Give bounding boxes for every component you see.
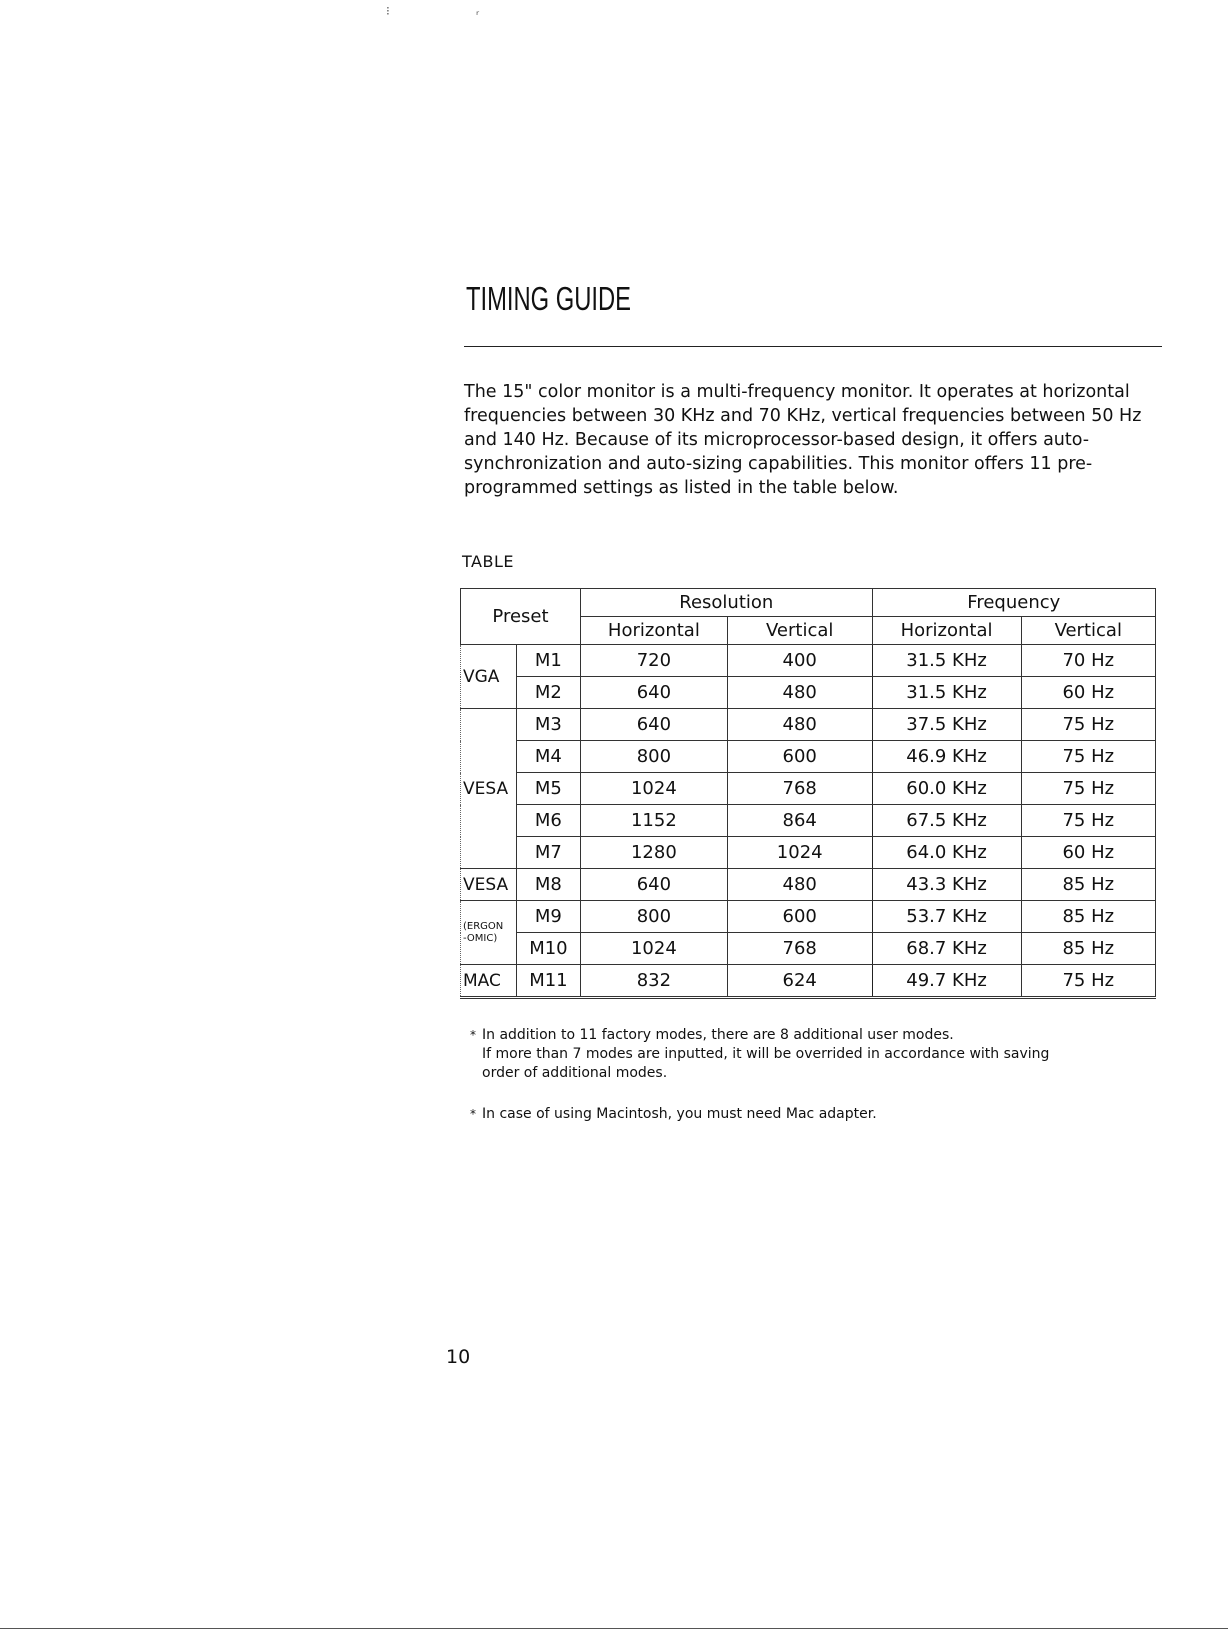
bullet-icon: * xyxy=(470,1107,476,1121)
group-vesa: VESA xyxy=(461,709,517,869)
resolution-vertical-cell: 1024 xyxy=(727,837,872,869)
frequency-horizontal-cell: 37.5 KHz xyxy=(872,709,1021,741)
footnote-line: In case of using Macintosh, you must need Mac adapter. xyxy=(482,1106,877,1122)
frequency-horizontal-cell: 31.5 KHz xyxy=(872,645,1021,677)
frequency-vertical-cell: 75 Hz xyxy=(1021,741,1155,773)
timing-table xyxy=(460,588,1156,999)
mode-cell: M4 xyxy=(516,741,580,773)
preset-header: Preset xyxy=(461,589,581,645)
resolution-horizontal-cell: 1024 xyxy=(580,933,727,965)
frequency-vertical-cell: 75 Hz xyxy=(1021,709,1155,741)
resolution-horizontal-cell: 800 xyxy=(580,901,727,933)
table-row xyxy=(461,709,1156,741)
resolution-vertical-cell: 480 xyxy=(727,869,872,901)
footnote-user-modes xyxy=(470,1026,1160,1083)
resolution-vertical-cell: 864 xyxy=(727,805,872,837)
resolution-vertical-cell: 600 xyxy=(727,901,872,933)
table-row xyxy=(461,677,1156,709)
mode-cell: M8 xyxy=(516,869,580,901)
frequency-vertical-cell: 85 Hz xyxy=(1021,933,1155,965)
resolution-vertical-cell: 624 xyxy=(727,965,872,998)
resolution-vertical-cell: 600 xyxy=(727,741,872,773)
bullet-icon: * xyxy=(470,1028,476,1042)
mode-cell: M6 xyxy=(516,805,580,837)
frequency-horizontal-header: Horizontal xyxy=(872,617,1021,645)
frequency-vertical-cell: 60 Hz xyxy=(1021,837,1155,869)
page-title: TIMING GUIDE xyxy=(466,280,632,317)
page-number: 10 xyxy=(446,1346,471,1368)
frequency-horizontal-cell: 43.3 KHz xyxy=(872,869,1021,901)
resolution-vertical-cell: 768 xyxy=(727,933,872,965)
frequency-vertical-cell: 75 Hz xyxy=(1021,965,1155,998)
table-row xyxy=(461,869,1156,901)
group-mac: MAC xyxy=(461,965,517,998)
mode-cell: M2 xyxy=(516,677,580,709)
title-rule xyxy=(464,346,1162,347)
resolution-vertical-cell: 480 xyxy=(727,709,872,741)
table-row xyxy=(461,901,1156,933)
mode-cell: M10 xyxy=(516,933,580,965)
table-label: TABLE xyxy=(462,552,514,571)
frequency-vertical-cell: 60 Hz xyxy=(1021,677,1155,709)
mode-cell: M5 xyxy=(516,773,580,805)
frequency-header: Frequency xyxy=(872,589,1155,617)
frequency-horizontal-cell: 68.7 KHz xyxy=(872,933,1021,965)
frequency-vertical-header: Vertical xyxy=(1021,617,1155,645)
frequency-horizontal-cell: 53.7 KHz xyxy=(872,901,1021,933)
resolution-horizontal-cell: 720 xyxy=(580,645,727,677)
group-ergonomic xyxy=(461,901,517,965)
footnote-line: In addition to 11 factory modes, there are 8 additional user modes. xyxy=(482,1027,954,1043)
mode-cell: M7 xyxy=(516,837,580,869)
resolution-horizontal-cell: 1024 xyxy=(580,773,727,805)
resolution-horizontal-header: Horizontal xyxy=(580,617,727,645)
footnote-line: If more than 7 modes are inputted, it will be overrided in accordance with saving xyxy=(482,1046,1050,1062)
resolution-vertical-cell: 768 xyxy=(727,773,872,805)
mode-cell: M9 xyxy=(516,901,580,933)
scan-speck: ʳ xyxy=(476,8,480,22)
table-row xyxy=(461,805,1156,837)
frequency-horizontal-cell: 49.7 KHz xyxy=(872,965,1021,998)
group-vga: VGA xyxy=(461,645,517,709)
resolution-horizontal-cell: 640 xyxy=(580,677,727,709)
resolution-horizontal-cell: 1280 xyxy=(580,837,727,869)
frequency-vertical-cell: 70 Hz xyxy=(1021,645,1155,677)
resolution-horizontal-cell: 640 xyxy=(580,869,727,901)
mode-cell: M11 xyxy=(516,965,580,998)
frequency-vertical-cell: 75 Hz xyxy=(1021,773,1155,805)
footnote-line: order of additional modes. xyxy=(482,1065,668,1081)
frequency-horizontal-cell: 64.0 KHz xyxy=(872,837,1021,869)
intro-paragraph: The 15" color monitor is a multi-frequency monitor. It operates at horizontal frequencies between 30 KHz and 70 KHz, vertical frequencies between 50 Hz and 140 Hz. Because of its microprocessor-based design, it offers auto-synchronization and auto-sizing capabilities. This monitor offers 11 pre-programmed settings as listed in the table below. xyxy=(464,382,1142,498)
bottom-rule xyxy=(0,1628,1228,1629)
resolution-horizontal-cell: 1152 xyxy=(580,805,727,837)
frequency-horizontal-cell: 60.0 KHz xyxy=(872,773,1021,805)
group-ergonomic-line1: (ERGON xyxy=(463,920,504,932)
group-vesa-m8: VESA xyxy=(461,869,517,901)
table-row xyxy=(461,645,1156,677)
table-row xyxy=(461,933,1156,965)
resolution-vertical-header: Vertical xyxy=(727,617,872,645)
resolution-horizontal-cell: 640 xyxy=(580,709,727,741)
scan-speck: ⁝ xyxy=(386,4,390,18)
frequency-horizontal-cell: 46.9 KHz xyxy=(872,741,1021,773)
footnote-mac-adapter xyxy=(470,1105,1160,1124)
resolution-horizontal-cell: 832 xyxy=(580,965,727,998)
mode-cell: M3 xyxy=(516,709,580,741)
table-header-row xyxy=(461,589,1156,617)
table-row xyxy=(461,773,1156,805)
frequency-vertical-cell: 75 Hz xyxy=(1021,805,1155,837)
resolution-vertical-cell: 480 xyxy=(727,677,872,709)
group-ergonomic-line2: -OMIC) xyxy=(463,932,498,944)
table-row xyxy=(461,741,1156,773)
table-row xyxy=(461,837,1156,869)
footnotes xyxy=(470,1026,1160,1146)
frequency-vertical-cell: 85 Hz xyxy=(1021,901,1155,933)
table-row xyxy=(461,965,1156,998)
frequency-horizontal-cell: 31.5 KHz xyxy=(872,677,1021,709)
resolution-header: Resolution xyxy=(580,589,872,617)
resolution-vertical-cell: 400 xyxy=(727,645,872,677)
mode-cell: M1 xyxy=(516,645,580,677)
frequency-vertical-cell: 85 Hz xyxy=(1021,869,1155,901)
resolution-horizontal-cell: 800 xyxy=(580,741,727,773)
frequency-horizontal-cell: 67.5 KHz xyxy=(872,805,1021,837)
